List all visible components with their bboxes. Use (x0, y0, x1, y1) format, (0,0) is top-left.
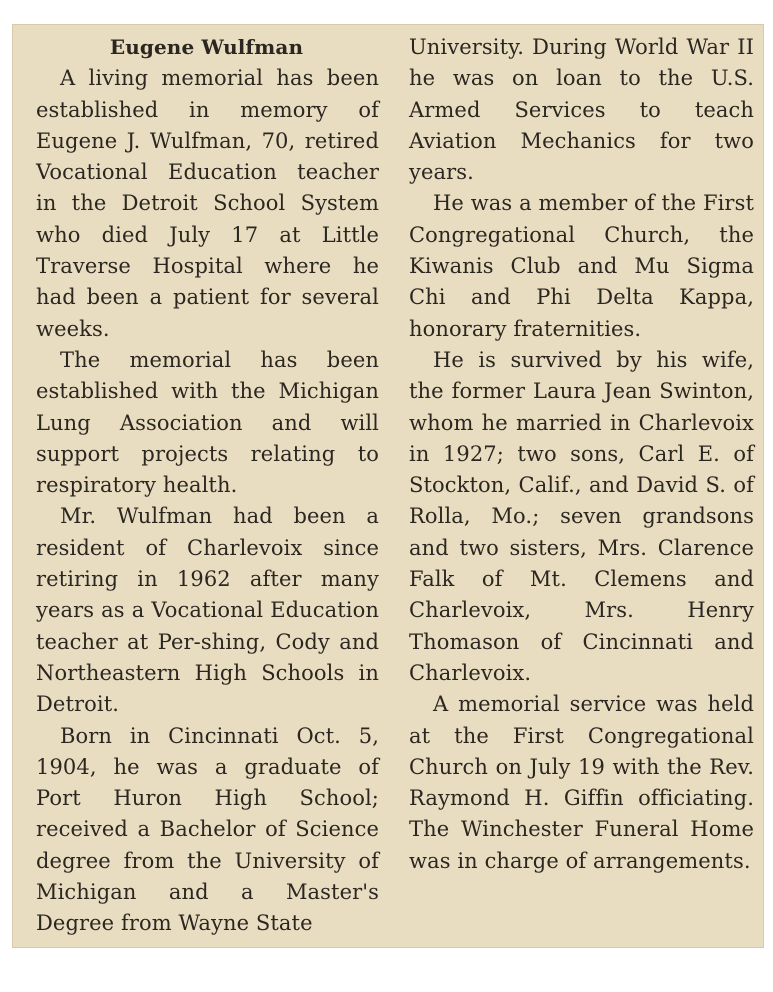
paragraph-memorial-established: A living memorial has been established in memory of Eugene J. Wulfman, 70, retired Vocational Education teacher in the Detroit School System who died July 17 at Little Traverse Hospital where he had been a patient for several weeks. (36, 66, 379, 341)
paragraph-memberships: He was a member of the First Congregational Church, the Kiwanis Club and Mu Sigma Chi and Phi Delta Kappa, honorary fraternities. (409, 191, 754, 341)
paragraph-lung-association: The memorial has been established with the Michigan Lung Association and will support projects relating to respiratory health. (36, 347, 379, 498)
paragraph-education-continued: University. During World War II he was on loan to the U.S. Armed Services to teach Aviation Mechanics for two years. (409, 35, 754, 185)
article-right-column (409, 32, 754, 877)
paragraph-survivors: He is survived by his wife, the former Laura Jean Swinton, whom he married in Charlevoix in 1927; two sons, Carl E. of Stockton, Calif., and David S. of Rolla, Mo.; seven grandsons and two sisters, Mrs. Clarence Falk of Mt. Clemens and Charlevoix, Mrs. Henry Thomason of Cincinnati and Charlevoix. (409, 347, 754, 685)
article-left-column (36, 32, 379, 940)
paragraph-resident-charlevoix: Mr. Wulfman had been a resident of Charlevoix since retiring in 1962 after many years as a Vocational Education teacher at Per-shing, Cody and Northeastern High Schools in Detroit. (36, 504, 379, 717)
newspaper-clipping (12, 24, 764, 948)
article-title: Eugene Wulfman (109, 35, 304, 59)
paragraph-education: Born in Cincinnati Oct. 5, 1904, he was a graduate of Port Huron High School; received a Bachelor of Science degree from the University of Michigan and a Master's Degree from Wayne State (36, 723, 379, 936)
paragraph-memorial-service: A memorial service was held at the First Congregational Church on July 19 with the Rev. Raymond H. Giffin officiating. The Winchester Funeral Home was in charge of arrangements. (409, 692, 754, 873)
